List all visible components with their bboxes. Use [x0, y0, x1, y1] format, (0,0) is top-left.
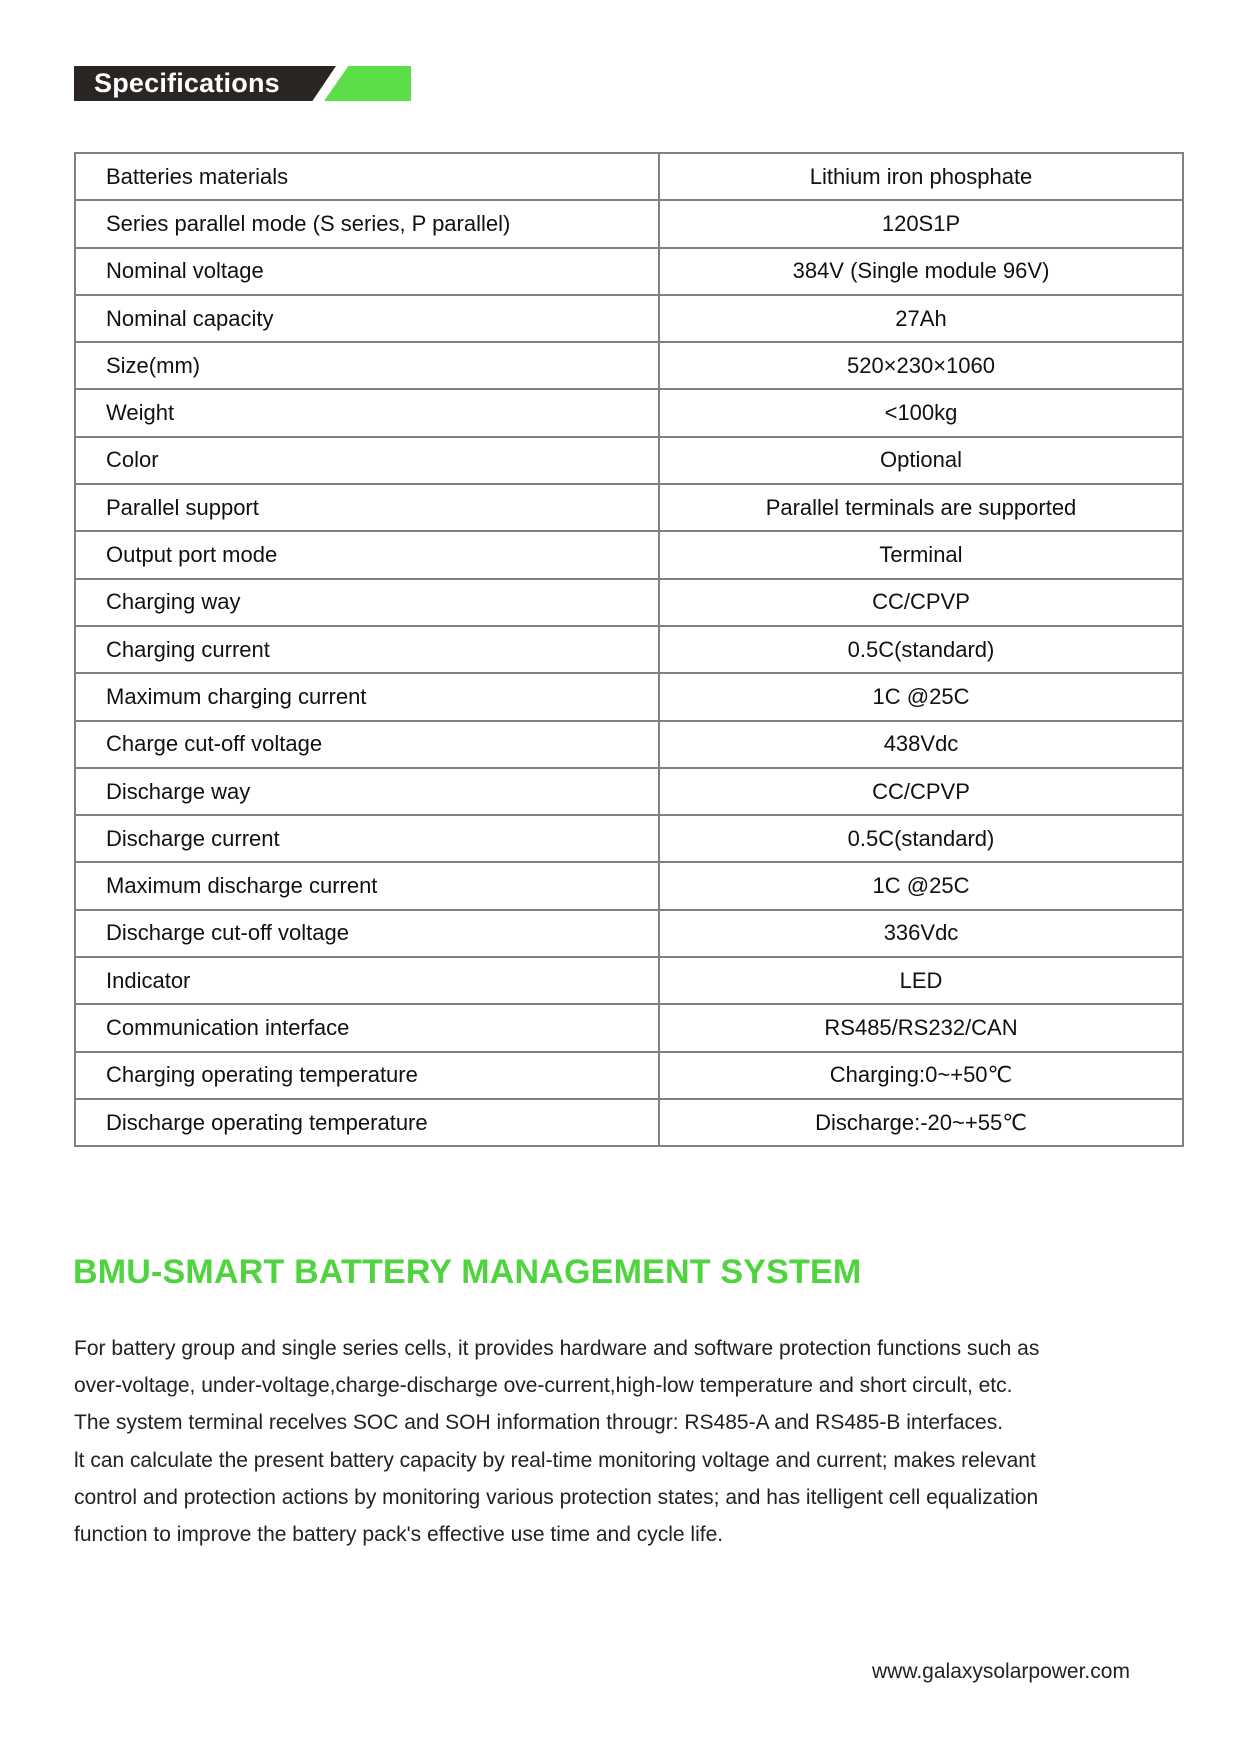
- spec-parameter-cell: Series parallel mode (S series, P parallel): [75, 200, 659, 247]
- description-line: For battery group and single series cells, it provides hardware and software protection functions such as: [74, 1337, 1040, 1360]
- spec-value-cell: Parallel terminals are supported: [659, 484, 1183, 531]
- table-row: [75, 200, 1183, 247]
- table-row: [75, 389, 1183, 436]
- spec-value-cell: 0.5C(standard): [659, 815, 1183, 862]
- spec-parameter-cell: Batteries materials: [75, 153, 659, 200]
- specifications-table-body: [75, 153, 1183, 1146]
- spec-parameter-cell: Color: [75, 437, 659, 484]
- table-row: [75, 531, 1183, 578]
- spec-parameter-cell: Maximum discharge current: [75, 862, 659, 909]
- spec-value-cell: LED: [659, 957, 1183, 1004]
- spec-parameter-cell: Parallel support: [75, 484, 659, 531]
- table-row: [75, 626, 1183, 673]
- spec-parameter-cell: Nominal voltage: [75, 248, 659, 295]
- spec-parameter-cell: Nominal capacity: [75, 295, 659, 342]
- spec-value-cell: Lithium iron phosphate: [659, 153, 1183, 200]
- spec-parameter-cell: Discharge operating temperature: [75, 1099, 659, 1146]
- table-row: [75, 579, 1183, 626]
- spec-parameter-cell: Discharge cut-off voltage: [75, 910, 659, 957]
- spec-value-cell: Discharge:-20~+55℃: [659, 1099, 1183, 1146]
- table-row: [75, 437, 1183, 484]
- table-row: [75, 673, 1183, 720]
- spec-parameter-cell: Maximum charging current: [75, 673, 659, 720]
- spec-value-cell: 120S1P: [659, 200, 1183, 247]
- bmu-section-heading: BMU-SMART BATTERY MANAGEMENT SYSTEM: [73, 1253, 862, 1291]
- spec-parameter-cell: Indicator: [75, 957, 659, 1004]
- spec-value-cell: Optional: [659, 437, 1183, 484]
- spec-value-cell: 384V (Single module 96V): [659, 248, 1183, 295]
- spec-parameter-cell: Charge cut-off voltage: [75, 721, 659, 768]
- spec-parameter-cell: Size(mm): [75, 342, 659, 389]
- table-row: [75, 815, 1183, 862]
- spec-value-cell: 336Vdc: [659, 910, 1183, 957]
- footer-website-link[interactable]: www.galaxysolarpower.com: [872, 1660, 1130, 1683]
- description-line: control and protection actions by monitoring various protection states; and has itelligent cell equalization: [74, 1485, 1039, 1509]
- table-row: [75, 1004, 1183, 1051]
- spec-value-cell: Terminal: [659, 531, 1183, 578]
- description-line: lt can calculate the present battery capacity by real-time monitoring voltage and current; makes relevant: [74, 1448, 1036, 1472]
- spec-parameter-cell: Communication interface: [75, 1004, 659, 1051]
- table-row: [75, 342, 1183, 389]
- table-row: [75, 248, 1183, 295]
- description-line: The system terminal recelves SOC and SOH information througr: RS485-A and RS485-B interfaces.: [74, 1411, 1004, 1435]
- spec-parameter-cell: Weight: [75, 389, 659, 436]
- banner-green-accent: [324, 66, 411, 101]
- spec-value-cell: 1C @25C: [659, 673, 1183, 720]
- page-title: Specifications: [94, 68, 280, 98]
- table-row: [75, 768, 1183, 815]
- table-row: [75, 957, 1183, 1004]
- table-row: [75, 721, 1183, 768]
- spec-value-cell: 1C @25C: [659, 862, 1183, 909]
- spec-parameter-cell: Output port mode: [75, 531, 659, 578]
- spec-value-cell: 0.5C(standard): [659, 626, 1183, 673]
- spec-value-cell: CC/CPVP: [659, 579, 1183, 626]
- spec-value-cell: RS485/RS232/CAN: [659, 1004, 1183, 1051]
- description-line: over-voltage, under-voltage,charge-discharge ove-current,high-low temperature and short circult, etc.: [74, 1374, 1013, 1398]
- table-row: [75, 153, 1183, 200]
- table-row: [75, 910, 1183, 957]
- table-row: [75, 1099, 1183, 1146]
- bmu-description: [74, 1330, 1194, 1553]
- spec-value-cell: Charging:0~+50℃: [659, 1052, 1183, 1099]
- spec-value-cell: 27Ah: [659, 295, 1183, 342]
- spec-value-cell: 438Vdc: [659, 721, 1183, 768]
- spec-parameter-cell: Charging current: [75, 626, 659, 673]
- spec-parameter-cell: Discharge current: [75, 815, 659, 862]
- spec-value-cell: CC/CPVP: [659, 768, 1183, 815]
- spec-parameter-cell: Discharge way: [75, 768, 659, 815]
- spec-value-cell: 520×230×1060: [659, 342, 1183, 389]
- table-row: [75, 1052, 1183, 1099]
- spec-parameter-cell: Charging way: [75, 579, 659, 626]
- spec-parameter-cell: Charging operating temperature: [75, 1052, 659, 1099]
- description-line: function to improve the battery pack's effective use time and cycle life.: [74, 1523, 724, 1547]
- table-row: [75, 295, 1183, 342]
- spec-value-cell: <100kg: [659, 389, 1183, 436]
- specifications-banner: [74, 66, 411, 101]
- specifications-table: [74, 152, 1184, 1147]
- table-row: [75, 862, 1183, 909]
- table-row: [75, 484, 1183, 531]
